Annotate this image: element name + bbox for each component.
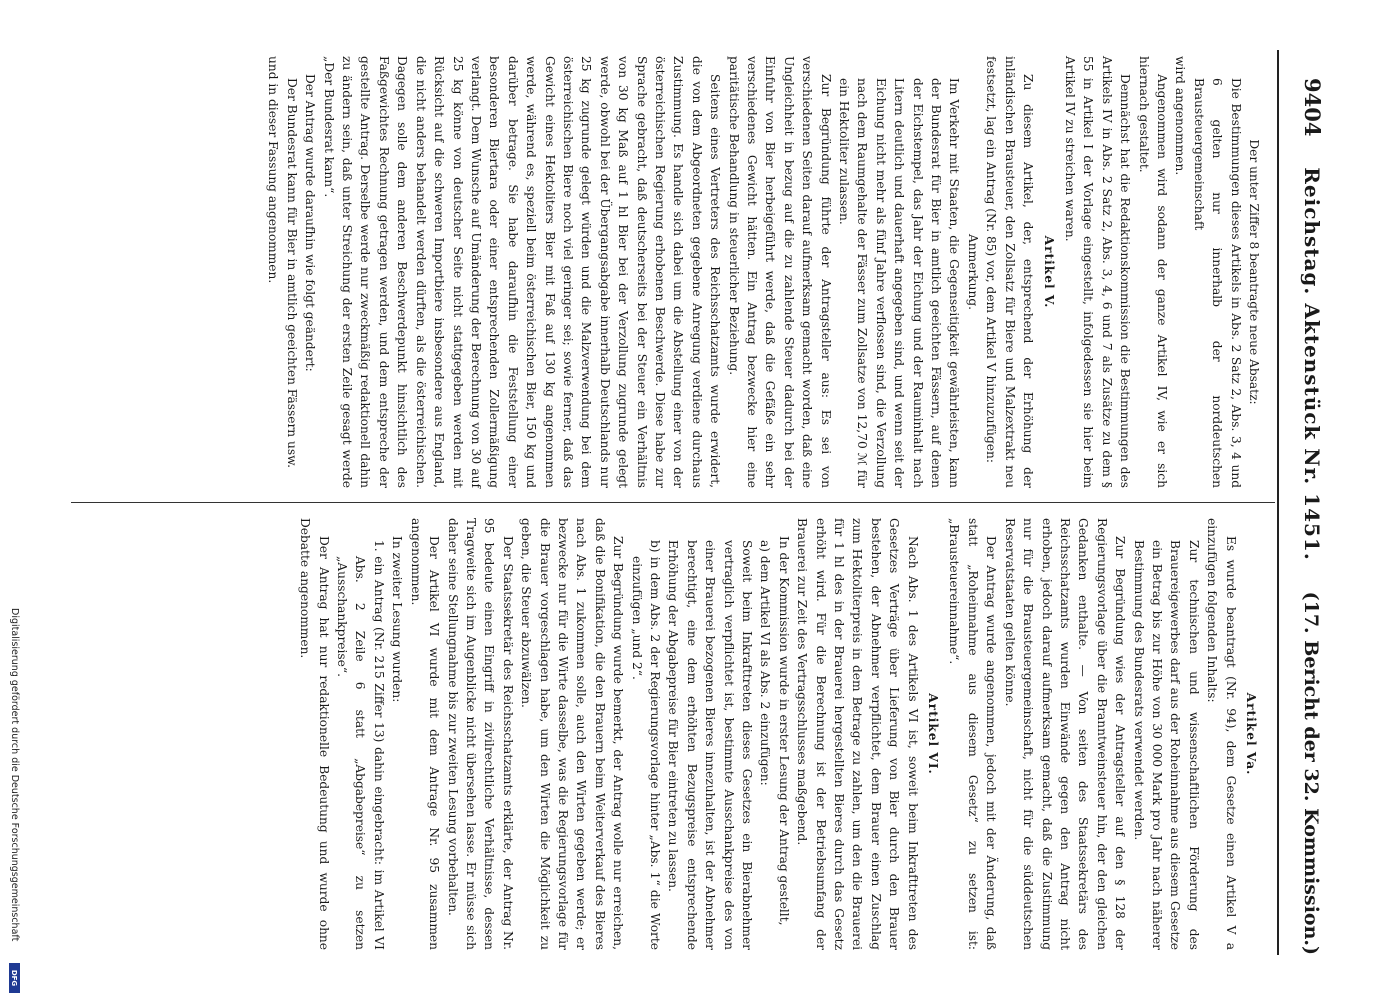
paragraph: In der Kommission wurde in erster Lesung der Antrag gestellt,	[776, 536, 791, 926]
paragraph: In zweiter Lesung wurden:	[390, 536, 405, 703]
paragraph: Zur Begründung führte der Antragsteller aus: Es sei von verschiedenen Seiten darauf aufmerksam gemacht worden, daß eine Ungleichheit in bezug auf die zu zahlende Steuer dadurch bei der Einfuhr von Bier herbeigeführt werde, daß die Gefäße ein sehr verschiedenes Gewicht hätten. Ein Antrag bezwecke hier eine paritätische Behandlung in steuerlicher Beziehung.	[726, 56, 833, 488]
dfg-logo-text: DFG	[10, 969, 19, 987]
paragraph: Der Antrag wurde angenommen, jedoch mit der Änderung, daß statt „Roheinnahme aus diesem Gesetz“ zu setzen ist: „Brausteuereinnahme“.	[947, 518, 999, 950]
paragraph: Demnächst hat die Redaktionskommission die Bestimmungen des Artikels IV in Abs. 2 Satz 2, Abs. 3, 4, 6 und 7 als Zusätze zu dem § 55 in Artikel I der Vorlage eingestellt, infolgedessen sie hier beim Artikel IV zu streichen waren.	[1062, 56, 1133, 488]
paragraph: Der Antrag wurde daraufhin wie folgt geändert:	[303, 74, 318, 372]
paragraph: Zu diesem Artikel, der, entsprechend der Erhöhung der inländischen Brausteuer, den Zollsatz für Biere und Malzextrakt neu festsetzt, lag ein Antrag (Nr. 85) vor, dem Artikel V hinzuzufügen:	[984, 56, 1036, 488]
paragraph: b) in dem Abs. 2 der Regierungsvorlage hinter „Abs. 1“ die Worte einzufügen „und 2“.	[629, 540, 662, 950]
paragraph: Der unter Ziffer 8 beantragte neue Absatz:	[1247, 139, 1261, 405]
paragraph: Soweit beim Inkrafttreten dieses Gesetzes ein Bierabnehmer vertraglich verpflichtet ist, bestimmte Ausschankpreise des von einer Brauerei bezogenen Bieres innezuhalten, ist der Abnehmer berechtigt, eine dem erhöhten Bezugspreise entsprechende Erhöhung der Abgabepreise für Bier eintreten zu lassen.	[666, 540, 755, 950]
page-content	[63, 50, 1325, 955]
dfg-logo	[9, 963, 20, 993]
paragraph: Nach Abs. 1 des Artikels VI ist, soweit beim Inkrafttreten des Gesetzes Verträge über Lieferung von Bier durch den Brauer bestehen, der Abnehmer verpflichtet, dem Brauer einen Zuschlag zum Hektoliterpreis in dem Betrage zu zahlen, um den die Brauerei für 1 hl des in der Brauerei hergestellten Bieres durch das Gesetz erhöht wird. Für die Berechnung ist der Betriebsumfang der Brauerei zur Zeit des Vertragsschlusses maßgebend.	[795, 518, 920, 950]
paragraph: wird angenommen.	[1173, 56, 1188, 176]
paragraph: Anmerkung.	[965, 233, 980, 310]
paragraph: Zur Begründung wies der Antragsteller auf den § 128 der Regierungsvorlage über die Branntweinsteuer hin, der den gleichen Gedanken enthalte. — Von seiten des Staatssekretärs des Reichsschatzamts wurden Einwände gegen den Antrag nicht erhoben, jedoch darauf aufmerksam gemacht, daß die Zustimmung nur für die Brausteuergemeinschaft, nicht für die süddeutschen Reservatstaaten gelten könne.	[1002, 518, 1128, 950]
paragraph: Der Antrag hat nur redaktionelle Bedeutung und wurde ohne Debatte angenommen.	[298, 518, 331, 950]
page-header	[1285, 78, 1325, 955]
paragraph: 1. ein Antrag (Nr. 215 Ziffer 13) dahin eingebracht: im Artikel VI Abs. 2 Zeile 6 statt „Abgabepreise“ zu setzen „Ausschankpreise“.	[335, 540, 386, 950]
paragraph: a) dem Artikel VI als Abs. 2 einzufügen:	[758, 540, 773, 786]
paragraph: Im Verkehr mit Staaten, die Gegenseitigkeit gewährleisten, kann der Bundesrat für Bier in amtlich geeichten Fässern, auf denen der Eichstempel, das Jahr der Eichung und der Rauminhalt nach Litern deutlich und dauerhaft angegeben sind, und wenn seit der Eichung nicht mehr als fünf Jahre verflossen sind, die Verzollung nach dem Raumgehalte der Fässer zum Zollsatze von 12,70 ℳ für ein Hektoliter zulassen.	[837, 78, 962, 488]
paragraph: Der Bundesrat kann für Bier in amtlich geeichten Fässern usw.	[284, 78, 299, 468]
column-divider	[71, 502, 1275, 503]
paragraph: Die Bestimmungen dieses Artikels in Abs. 2 Satz 2, Abs. 3, 4 und 6 gelten nur innerhalb der norddeutschen Brausteuergemeinschaft	[1191, 78, 1243, 488]
paragraph: Es wurde beantragt (Nr. 94), dem Gesetze einen Artikel V a einzufügen folgenden Inhalts:	[1205, 518, 1238, 950]
page-title: Reichstag. Aktenstück Nr. 1451.	[1300, 167, 1324, 561]
section-heading: Artikel V.	[1041, 235, 1056, 309]
paragraph: Angenommen wird sodann der ganze Artikel IV, wie er sich hiernach gestaltet.	[1136, 56, 1169, 488]
right-column	[296, 518, 1263, 950]
left-column	[264, 56, 1263, 488]
section-heading: Artikel VI.	[926, 693, 941, 775]
side-credit	[8, 0, 22, 1000]
page-subtitle: (17. Bericht der 32. Kommission.)	[1300, 591, 1322, 955]
paragraph: Der Artikel VI wurde mit dem Antrage Nr. 95 zusammen angenommen.	[408, 518, 442, 950]
header-rule	[1277, 50, 1279, 955]
paragraph: Zur technischen und wissenschaftlichen Förderung des Brauereigewerbes darf aus der Roheinnahme aus diesem Gesetze ein Betrag bis zur Höhe von 30 000 Mark pro Jahr nach näherer Bestimmung des Bundesrats verwendet werden.	[1131, 540, 1201, 950]
paragraph: Zur Begründung wurde bemerkt, der Antrag wolle nur erreichen, daß die Bonifikation, die den Brauern beim Weiterverkauf des Bieres nach Abs. 1 zukommen solle, auch den Wirten gegeben werde; er bezwecke nur für die Wirte dasselbe, was die Regierungsvorlage für die Brauer vorgeschlagen habe, um den Wirten die Möglichkeit zu geben, die Steuer abzuwälzen.	[519, 518, 626, 950]
paragraph: Seitens eines Vertreters des Reichsschatzamts wurde erwidert, die von dem Abgeordneten gegebene Anregung verdiene durchaus Zustimmung. Es handle sich dabei um die Abstellung einer von der österreichischen Regierung erhobenen Beschwerde. Diese habe zur Sprache gebracht, daß deutscherseits bei der Steuer ein Verhältnis von 30 kg Maß auf 1 hl Bier bei der Verzollung zugrunde gelegt werde, obwohl bei der Übergangsabgabe innerhalb Deutschlands nur 25 kg zugrunde gelegt würden und die Malzverwendung bei dem österreichischen Biere noch viel geringer sei; sowie ferner, daß das Gewicht eines Hektoliters Bier mit Faß auf 130 kg angenommen werde, während es, speziell beim österreichischen Bier, 150 kg und darüber betrage. Sie habe daraufhin die Feststellung einer besonderen Biertara oder einer entsprechenden Zollermäßigung verlangt. Dem Wunsche auf Umänderung der Berechnung von 30 auf 25 kg könne von deutscher Seite nicht stattgegeben werden mit Rücksicht auf die schweren Importbiere insbesondere aus England, die nicht anders behandelt werden dürften, als die österreichischen. Dagegen solle dem anderen Beschwerdepunkt hinsichtlich des Faßgewichtes Rechnung getragen werden, und dem entspreche der gestellte Antrag. Derselbe werde nur zweckmäßig redaktionell dahin zu ändern sein, daß unter Streichung der ersten Zeile gesagt werde „Der Bundesrat kann“.	[321, 56, 723, 488]
credit-text: Digitalisierung gefördert durch die Deutsche Forschungsgemeinschaft	[9, 608, 20, 942]
paragraph: Der Staatssekretär des Reichsschatzamts erklärte, der Antrag Nr. 95 bedeute einen Eingriff in zivilrechtliche Verhältnisse, dessen Tragweite sich im Augenblicke nicht übersehen lasse. Er müsse sich daher seine Stellungnahme bis zur zweiten Lesung vorbehalten.	[445, 518, 515, 950]
paragraph: und in dieser Fassung angenommen.	[266, 56, 281, 284]
section-heading: Artikel Va.	[1244, 692, 1258, 776]
page-number: 9404	[1300, 78, 1325, 137]
